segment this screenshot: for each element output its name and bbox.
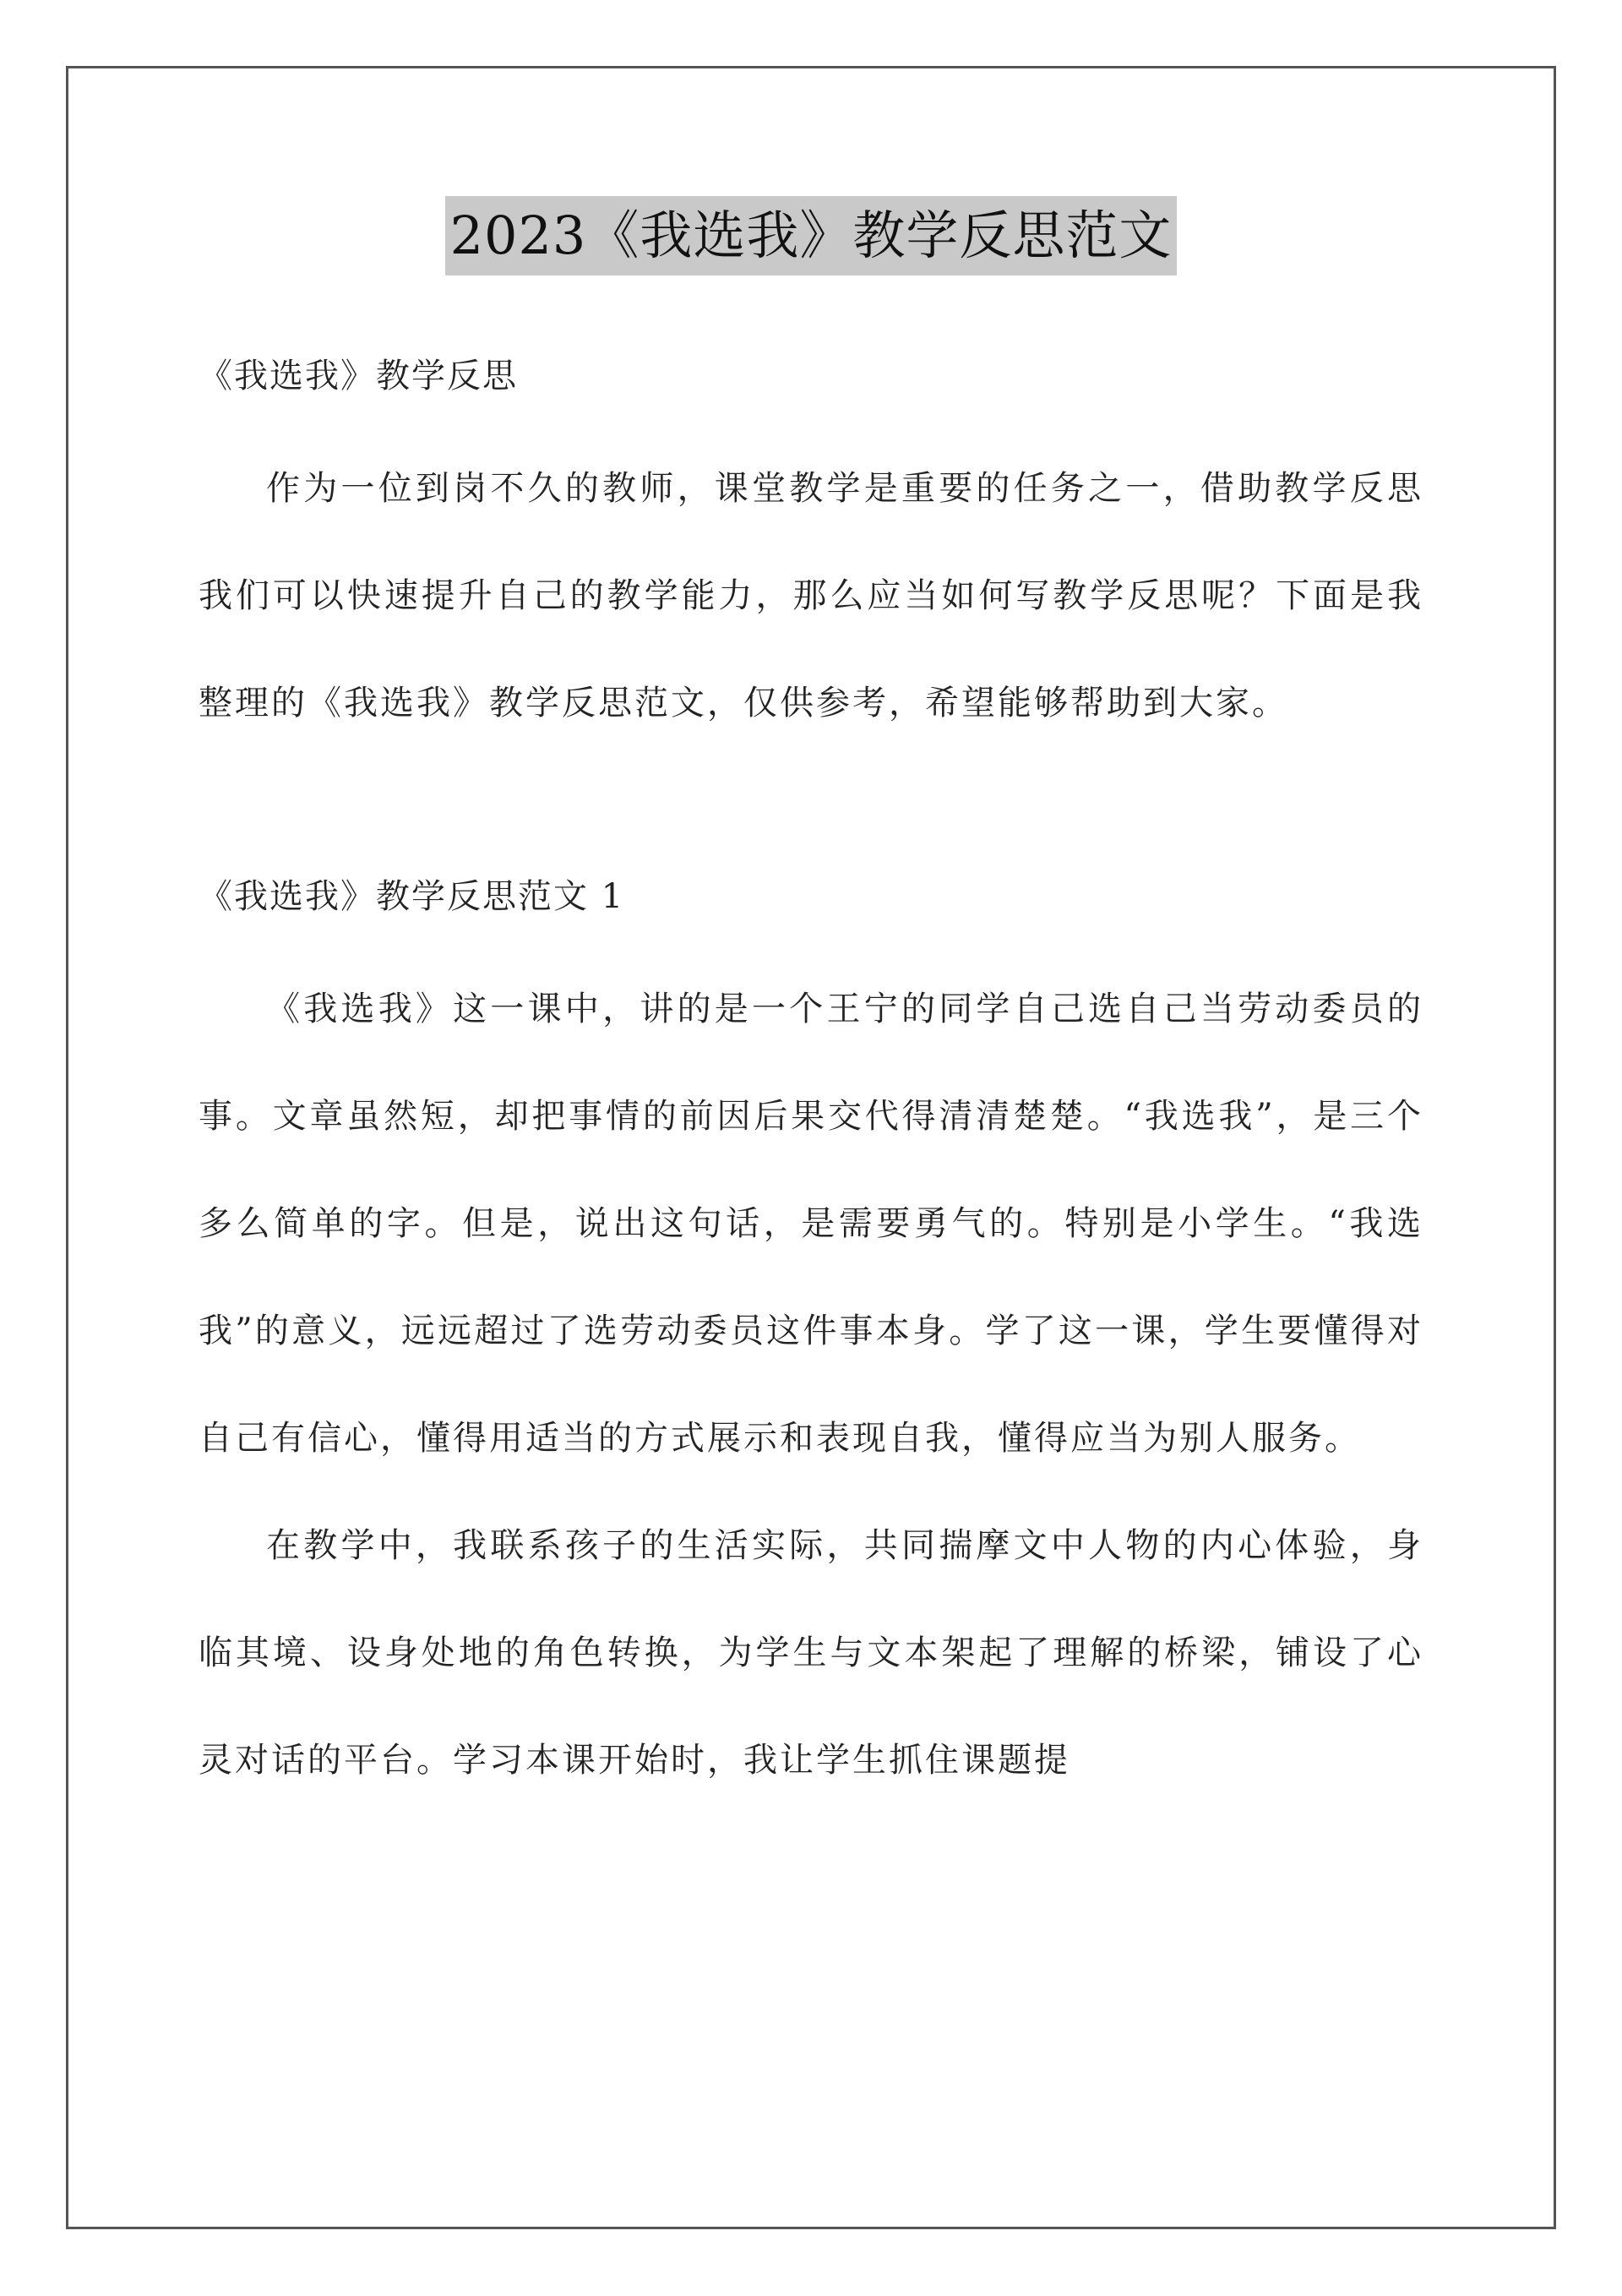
intro-paragraph: 作为一位到岗不久的教师，课堂教学是重要的任务之一，借助教学反思我们可以快速提升自己的教学能力，那么应当如何写教学反思呢？下面是我整理的《我选我》教学反思范文，仅供参考，希望能够帮助到大家。 — [199, 469, 1423, 723]
section-heading: 《我选我》教学反思范文 1 — [199, 877, 625, 916]
document-body — [199, 342, 1423, 1814]
document-title: 2023《我选我》教学反思范文 — [445, 196, 1178, 275]
intro-heading: 《我选我》教学反思 — [199, 357, 518, 395]
title-container — [0, 196, 1622, 275]
body-paragraph-2: 在教学中，我联系孩子的生活实际，共同揣摩文中人物的内心体验，身临其境、设身处地的角色转换，为学生与文本架起了理解的桥梁，铺设了心灵对话的平台。学习本课开始时，我让学生抓住课题提 — [199, 1526, 1423, 1780]
body-paragraph-1: 《我选我》这一课中，讲的是一个王宁的同学自己选自己当劳动委员的事。文章虽然短，却把事情的前因后果交代得清清楚楚。“我选我”，是三个多么简单的字。但是，说出这句话，是需要勇气的。特别是小学生。“我选我”的意义，远远超过了选劳动委员这件事本身。学了这一课，学生要懂得对自己有信心，懂得用适当的方式展示和表现自我，懂得应当为别人服务。 — [199, 990, 1423, 1458]
